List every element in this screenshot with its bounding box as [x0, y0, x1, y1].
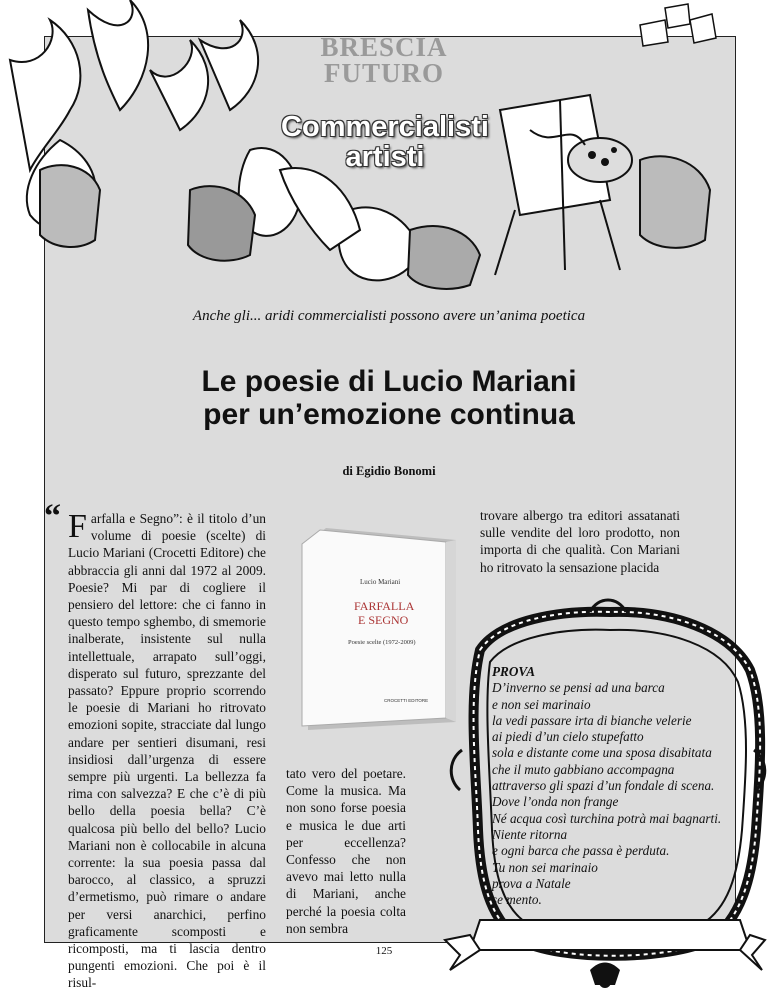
article-column-1	[68, 510, 266, 992]
poem-line: Niente ritorna	[492, 826, 568, 842]
drop-cap: F	[68, 508, 87, 545]
poem-line: sola e distante come una sposa disabitata	[492, 745, 712, 761]
poem-line: se mento.	[492, 892, 542, 908]
section-title-line-2: artisti	[345, 141, 425, 173]
headline-line-2: per un’emozione continua	[203, 398, 575, 431]
section-title-line-1: Commercialisti	[281, 111, 489, 143]
poem-line: e ogni barca che passa è perduta.	[492, 843, 670, 859]
poem-line: Tu non sei marinaio	[492, 859, 598, 875]
poem-title: PROVA	[492, 664, 535, 679]
book-author: Lucio Mariani	[360, 578, 401, 586]
poem-line: e non sei marinaio	[492, 696, 591, 712]
poem	[492, 664, 742, 908]
poem-line: prova a Natale	[492, 875, 571, 891]
poem-line: ai piedi d’un cielo stupefatto	[492, 729, 644, 745]
poem-line: che il muto gabbiano accompagna	[492, 761, 675, 777]
book-title-line-2: E SEGNO	[358, 613, 409, 627]
headline-line-1: Le poesie di Lucio Mariani	[201, 365, 577, 398]
poem-line: attraverso gli spazi d’un fondale di scena.	[492, 778, 715, 794]
book-title-line-1: FARFALLA	[354, 599, 415, 613]
poem-line: la vedi passare irta di bianche velerie	[492, 712, 692, 728]
book-publisher: CROCETTI EDITORE	[384, 698, 429, 703]
section-title	[270, 112, 500, 172]
article-byline: di Egidio Bonomi	[342, 464, 436, 478]
article-column-2: tato vero del poetare. Come la musica. Ma non sono forse poesia e musica le due arti per eccellenza? Confesso che non avevo mai letto nulla di Mariani, anche perché la poesia colta non sembra	[286, 766, 406, 936]
column-1-text: arfalla e Segno”: è il titolo d’un volume di poesie (scelte) di Lucio Mariani (Crocetti Editore) che abbraccia gli anni dal 1972 al 2009. Poesie? Mi par di cogliere il pensiero del lettore: che ci fanno in questo tempo sghembo, di smemorie inalberate, insistente sul nulla intellettuale, arrapato sull’oggi, disperato sul futuro, sprezzante del passato? Eppure proprio scorrendo le poesie di Mariani ho ritrovato emozioni sopite, stracciate dal lungo andare per sentieri disumani, resi insidiosi dall’urgenza di essere sempre più urgenti. La bellezza fa rima con salvezza? E che c’è di più bello della poesia bella? C’è qualcosa più bello del bello? Lucio Mariani non è collocabile in alcuna corrente: la sua poesia passa dal barocco, al classico, a spruzzi d’ermetismo, può rimare o andare per versi anarchici, perfino graficamente scomposti e ricomposti, ma ti lascia dentro pungenti emozioni. Che poi è il risul-	[68, 511, 266, 991]
book-subtitle: Poesie scelte (1972-2009)	[348, 639, 416, 646]
page-number: 125	[375, 945, 393, 957]
opening-quote-mark: “	[44, 498, 61, 535]
poem-line: Dove l’onda non frange	[492, 794, 619, 810]
article-column-3: trovare albergo tra editori assatanati sulle vendite del loro prodotto, non importa di che qualità. Con Mariani ho ritrovato la sensazione placida	[480, 508, 680, 575]
poem-line: Né acqua così turchina potrà mai bagnarti.	[492, 810, 722, 826]
logo-line-2: FUTURO	[324, 58, 444, 88]
article-headline	[44, 365, 734, 431]
logo-line-1: BRESCIA	[320, 32, 448, 62]
article-kicker: Anche gli... aridi commercialisti possono avere un’anima poetica	[192, 308, 586, 324]
magazine-logo	[316, 34, 452, 86]
poem-line: D’inverno se pensi ad una barca	[492, 680, 665, 696]
